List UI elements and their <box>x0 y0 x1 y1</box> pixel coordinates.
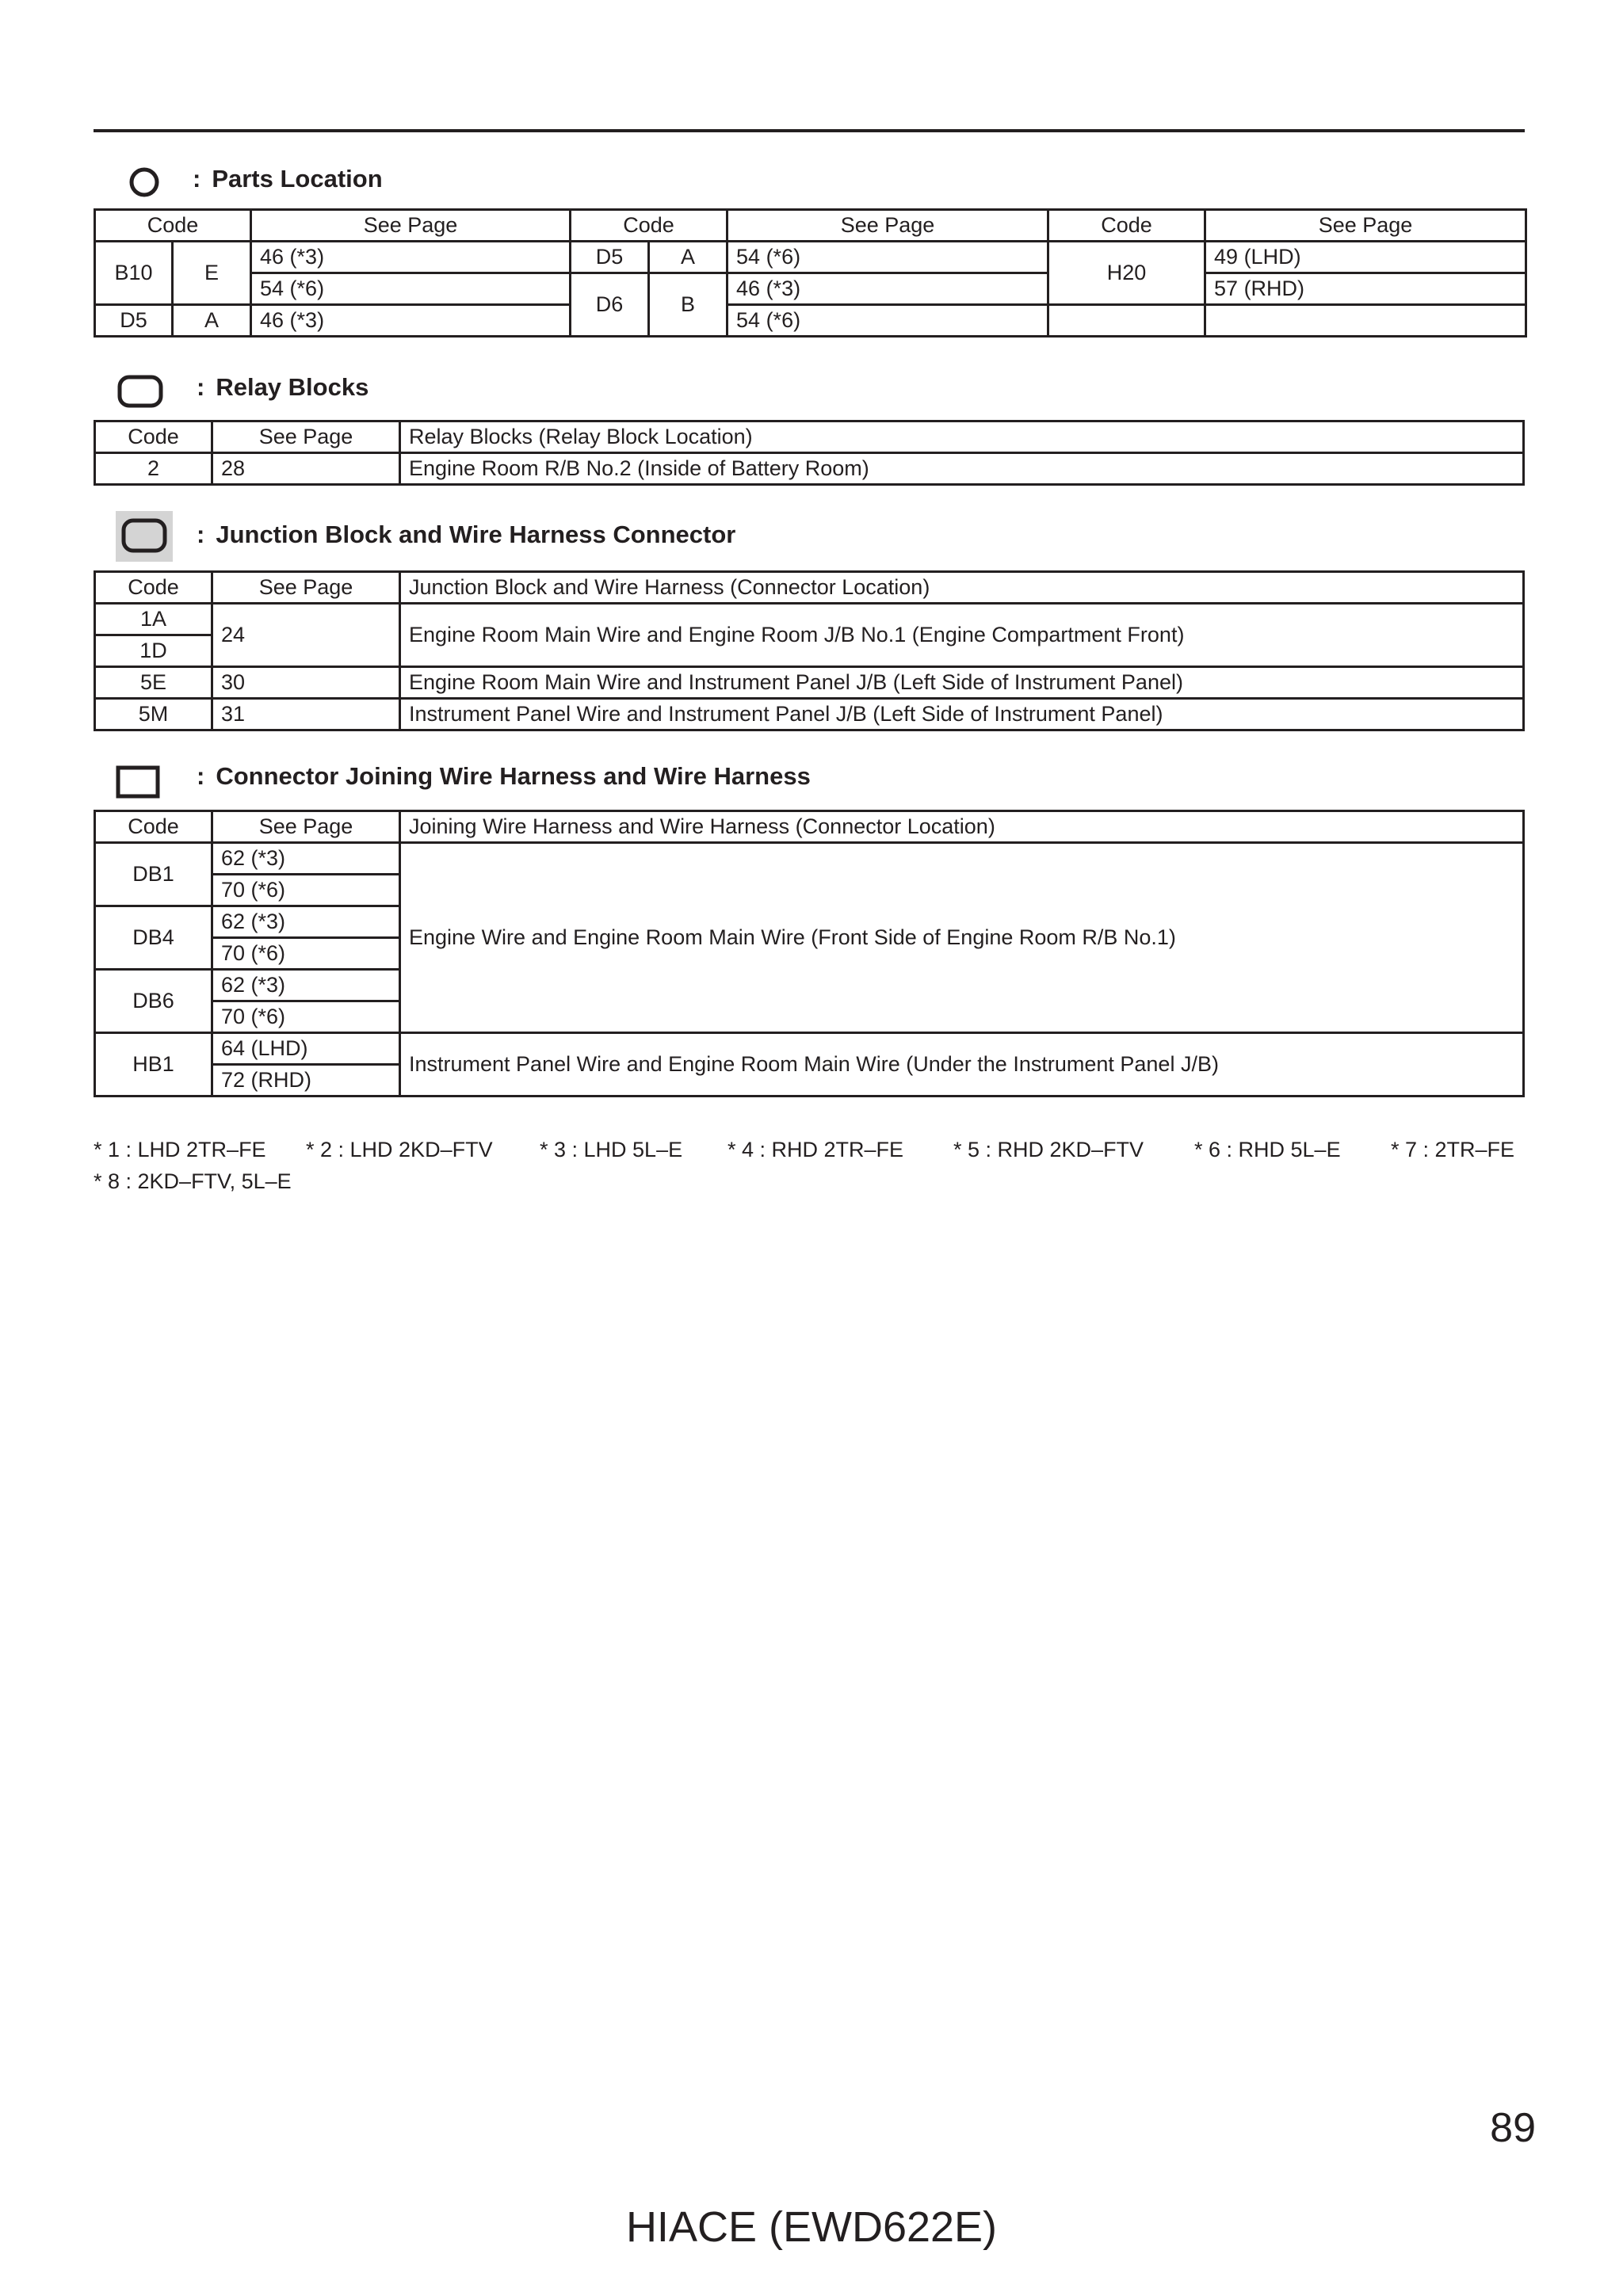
rounded-rect-symbol-icon <box>117 375 163 408</box>
header-see-page: See Page <box>212 421 400 453</box>
code-cell: D5 <box>571 242 649 273</box>
relay-blocks-table <box>94 420 1525 486</box>
page-cell: 62 (*3) <box>212 970 400 1001</box>
table-row <box>95 843 1524 875</box>
page-cell: 46 (*3) <box>251 242 571 273</box>
letter-cell: A <box>649 242 727 273</box>
header-code: Code <box>95 572 212 604</box>
footer-title: HIACE (EWD622E) <box>625 2203 998 2251</box>
page-cell: 70 (*6) <box>212 875 400 906</box>
footnotes-line-2: * 8 : 2KD–FTV, 5L–E <box>94 1169 292 1193</box>
code-cell: 5E <box>95 667 212 699</box>
page-cell: 30 <box>212 667 400 699</box>
page-cell: 54 (*6) <box>727 305 1048 337</box>
colon: : <box>197 762 205 790</box>
code-cell: HB1 <box>95 1033 212 1097</box>
description-cell: Instrument Panel Wire and Instrument Panel J/B (Left Side of Instrument Panel) <box>400 699 1524 730</box>
colon: : <box>197 521 205 548</box>
table-row <box>95 305 1526 337</box>
empty-cell <box>1205 305 1526 337</box>
table-row <box>95 1033 1524 1065</box>
footnote: * 3 : LHD 5L–E <box>540 1138 683 1161</box>
connector-joining-heading <box>94 759 1525 803</box>
parts-location-table <box>94 208 1527 338</box>
page-cell: 72 (RHD) <box>212 1065 400 1097</box>
footnote: * 4 : RHD 2TR–FE <box>727 1138 904 1161</box>
code-cell: D5 <box>95 305 173 337</box>
page-cell: 54 (*6) <box>727 242 1048 273</box>
letter-cell: B <box>649 273 727 337</box>
code-cell: D6 <box>571 273 649 337</box>
code-cell: DB1 <box>95 843 212 906</box>
table-header-row <box>95 210 1526 242</box>
connector-joining-title: Connector Joining Wire Harness and Wire Harness <box>216 762 811 790</box>
header-code: Code <box>571 210 727 242</box>
description-cell: Engine Room Main Wire and Engine Room J/B No.1 (Engine Compartment Front) <box>400 604 1524 667</box>
header-code: Code <box>95 811 212 843</box>
header-description: Relay Blocks (Relay Block Location) <box>400 421 1524 453</box>
page-cell: 70 (*6) <box>212 938 400 970</box>
code-cell: 1D <box>95 635 212 667</box>
footnote: * 5 : RHD 2KD–FTV <box>953 1138 1144 1161</box>
code-cell: DB4 <box>95 906 212 970</box>
header-see-page: See Page <box>212 572 400 604</box>
description-cell: Instrument Panel Wire and Engine Room Main Wire (Under the Instrument Panel J/B) <box>400 1033 1524 1097</box>
empty-cell <box>1048 305 1205 337</box>
footnote: * 7 : 2TR–FE <box>1391 1138 1515 1161</box>
page-cell: 46 (*3) <box>727 273 1048 305</box>
parts-location-title: Parts Location <box>212 165 383 193</box>
header-code: Code <box>1048 210 1205 242</box>
page-cell: 28 <box>212 453 400 485</box>
page-cell: 57 (RHD) <box>1205 273 1526 305</box>
header-see-page: See Page <box>1205 210 1526 242</box>
circle-symbol-icon <box>128 166 160 198</box>
page-cell: 46 (*3) <box>251 305 571 337</box>
description-cell: Engine Room R/B No.2 (Inside of Battery Room) <box>400 453 1524 485</box>
junction-block-title: Junction Block and Wire Harness Connector <box>216 521 736 548</box>
footnote: * 1 : LHD 2TR–FE <box>94 1138 266 1161</box>
footnote: * 6 : RHD 5L–E <box>1194 1138 1341 1161</box>
page-cell: 70 (*6) <box>212 1001 400 1033</box>
connector-joining-table <box>94 810 1525 1097</box>
code-cell: 2 <box>95 453 212 485</box>
code-cell: B10 <box>95 242 173 305</box>
footnote: * 2 : LHD 2KD–FTV <box>306 1138 493 1161</box>
page-cell: 49 (LHD) <box>1205 242 1526 273</box>
table-row <box>95 667 1524 699</box>
table-row <box>95 453 1524 485</box>
table-row <box>95 273 1526 305</box>
table-header-row <box>95 421 1524 453</box>
header-code: Code <box>95 210 251 242</box>
relay-blocks-title: Relay Blocks <box>216 373 369 401</box>
top-rule <box>94 129 1525 132</box>
page-cell: 64 (LHD) <box>212 1033 400 1065</box>
page-cell: 31 <box>212 699 400 730</box>
page-cell: 24 <box>212 604 400 667</box>
page-cell: 62 (*3) <box>212 843 400 875</box>
header-code: Code <box>95 421 212 453</box>
table-header-row <box>95 572 1524 604</box>
page-cell: 62 (*3) <box>212 906 400 938</box>
page-cell: 54 (*6) <box>251 273 571 305</box>
header-see-page: See Page <box>251 210 571 242</box>
code-cell: 1A <box>95 604 212 635</box>
table-header-row <box>95 811 1524 843</box>
code-cell: H20 <box>1048 242 1205 305</box>
junction-block-table <box>94 570 1525 731</box>
page-number: 89 <box>1490 2105 1536 2151</box>
code-cell: 5M <box>95 699 212 730</box>
parts-location-heading <box>94 162 1525 206</box>
header-see-page: See Page <box>212 811 400 843</box>
colon: : <box>193 165 201 193</box>
description-cell: Engine Wire and Engine Room Main Wire (Front Side of Engine Room R/B No.1) <box>400 843 1524 1033</box>
colon: : <box>197 373 205 401</box>
description-cell: Engine Room Main Wire and Instrument Panel J/B (Left Side of Instrument Panel) <box>400 667 1524 699</box>
table-row <box>95 604 1524 635</box>
letter-cell: A <box>173 305 251 337</box>
junction-block-heading <box>94 511 1525 555</box>
relay-blocks-heading <box>94 370 1525 414</box>
shaded-rounded-rect-symbol-icon <box>116 511 173 562</box>
table-row <box>95 699 1524 730</box>
header-description: Joining Wire Harness and Wire Harness (Connector Location) <box>400 811 1524 843</box>
code-cell: DB6 <box>95 970 212 1033</box>
header-see-page: See Page <box>727 210 1048 242</box>
table-row <box>95 242 1526 273</box>
square-symbol-icon <box>116 765 160 799</box>
letter-cell: E <box>173 242 251 305</box>
header-description: Junction Block and Wire Harness (Connector Location) <box>400 572 1524 604</box>
